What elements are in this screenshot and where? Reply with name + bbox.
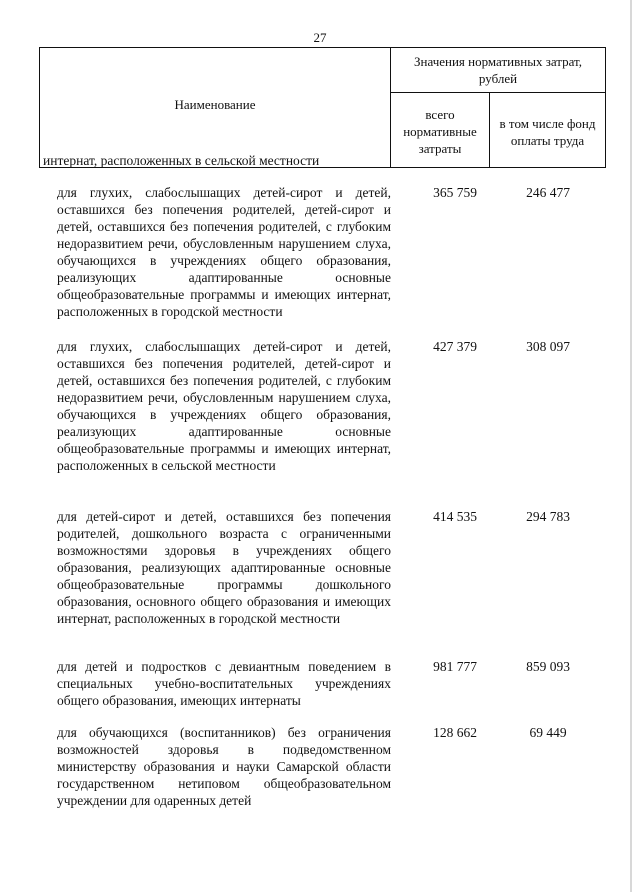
column-header-wage-fund: в том числе фонд оплаты труда bbox=[490, 92, 606, 167]
page-number: 27 bbox=[313, 30, 327, 45]
scan-edge bbox=[630, 0, 632, 892]
row-wage-value: 294 783 bbox=[526, 509, 570, 524]
row-description: для обучающихся (воспитанников) без ограничения возможностей здоровья в подведомственном министерству образования и науки Самарской области государственном нетиповом общеобразовательном учреждении для одаренных детей bbox=[57, 725, 391, 808]
row-wage-value: 859 093 bbox=[526, 659, 570, 674]
row-description: для глухих, слабослышащих детей-сирот и детей, оставшихся без попечения родителей, детей-сирот и детей, оставшихся без попечения родителей, с глубоким недоразвитием речи, обусловленным нарушением слуха, обучающихся в учреждениях общего образования, реализующих адаптированные основные общеобразовательные программы и имеющих интернат, расположенных в сельской местности bbox=[57, 339, 391, 473]
row-total-value: 128 662 bbox=[433, 725, 477, 740]
table-header bbox=[39, 47, 606, 168]
row-wage-value: 246 477 bbox=[526, 185, 570, 200]
column-header-total: всего нормативные затраты bbox=[391, 92, 490, 167]
row-wage-value: 69 449 bbox=[529, 725, 567, 740]
row-total-value: 365 759 bbox=[433, 185, 477, 200]
row-description: для глухих, слабослышащих детей-сирот и детей, оставшихся без попечения родителей, детей-сирот и детей, оставшихся без попечения родителей, с глубоким недоразвитием речи, обусловленным нарушением слуха, обучающихся в учреждениях общего образования, реализующих адаптированные основные общеобразовательные программы и имеющих интернат, расположенных в городской местности bbox=[57, 185, 391, 319]
row-total-value: 981 777 bbox=[433, 659, 477, 674]
row-description: для детей-сирот и детей, оставшихся без попечения родителей, дошкольного возраста с ограниченными возможностями здоровья в учреждениях общего образования, реализующих адаптированные основные общеобразовательные программы дошкольного образования, основного общего образования и имеющих интернат, расположенных в городской местности bbox=[57, 509, 391, 626]
row-total-value: 414 535 bbox=[433, 509, 477, 524]
row-wage-value: 308 097 bbox=[526, 339, 570, 354]
row-description: для детей и подростков с девиантным поведением в специальных учебно-воспитательных учреждениях общего образования, имеющих интернаты bbox=[57, 659, 391, 708]
continued-text: интернат, расположенных в сельской местности bbox=[43, 153, 320, 168]
row-total-value: 427 379 bbox=[433, 339, 477, 354]
column-header-name: Наименование bbox=[40, 48, 391, 168]
column-header-values-group: Значения нормативных затрат, рублей bbox=[391, 48, 606, 93]
